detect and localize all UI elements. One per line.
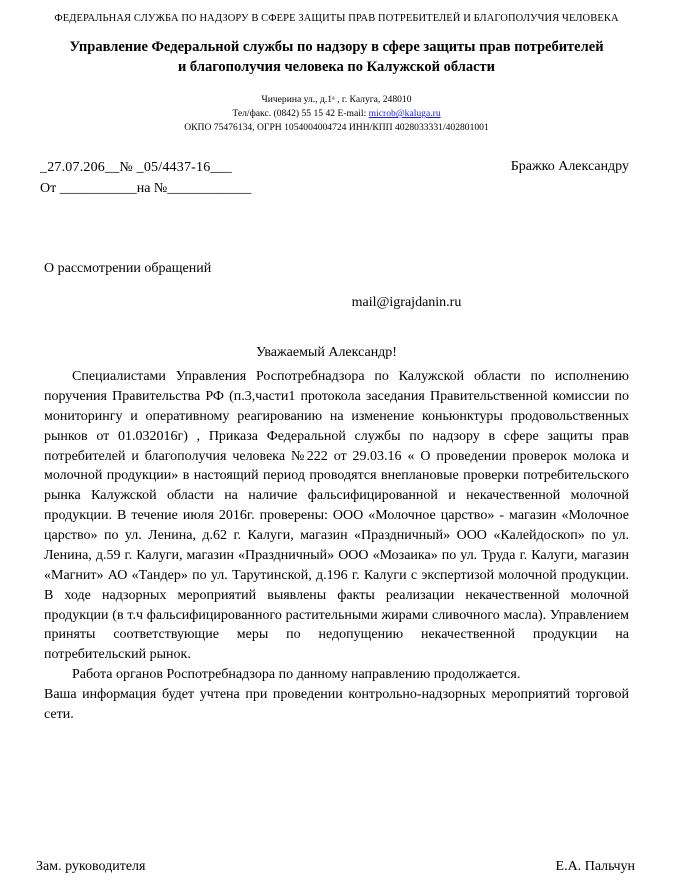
contact-block	[46, 93, 627, 135]
body-paragraph-2: Работа органов Роспотребнадзора по данному направлению продолжается.	[72, 667, 521, 683]
agency-name: ФЕДЕРАЛЬНАЯ СЛУЖБА ПО НАДЗОРУ В СФЕРЕ ЗАЩИТЫ ПРАВ ПОТРЕБИТЕЛЕЙ И БЛАГОПОЛУЧИЯ ЧЕЛОВЕКА	[54, 13, 619, 24]
postal-address: Чичерина ул., д.1ᵃ , г. Калуга, 248010	[261, 94, 412, 106]
salutation: Уважаемый Александр!	[256, 345, 397, 361]
phone-label: Тел/факс. (0842) 55 15 42 E-mail:	[232, 108, 369, 120]
signatory-name: Е.А. Пальчун	[555, 859, 635, 874]
letter-body	[44, 367, 629, 725]
addressee: Бражко Александру	[510, 159, 629, 175]
requisites-block	[0, 157, 673, 209]
signatory-position: Зам. руководителя	[36, 859, 146, 874]
reference-numbers	[40, 157, 251, 199]
incoming-number: От ___________на №____________	[40, 181, 252, 197]
phone-email-line	[46, 107, 627, 121]
body-paragraph-3: Ваша информация будет учтена при проведении контрольно-надзорных мероприятий торговой сети.	[44, 687, 629, 722]
body-paragraph-1: Специалистами Управления Роспотребнадзора по Калужской области по исполнению поручения Правительства РФ (п.3,части1 протокола заседания Правительственной комиссии по мониторингу и оперативному реагированию на изменение коньюнктуры продовольственных рынков от 01.032016г) , Приказа Федеральной службы по надзору в сфере защиты прав потребителей и благополучия человека №222 от 29.03.16 « О проведении проверок молока и молочной продукции» в настоящий период проводятся внеплановые проверки потребительского рынка Калужской области на наличие фальсифицированной и некачественной молочной продукции. В течение июля 2016г. проверены: ООО «Молочное царство» - магазин «Молочное царство» по ул. Ленина, д.62 г. Калуги, магазин «Праздничный» ООО «Калейдоскоп» по ул. Ленина, д.59 г. Калуги, магазин «Праздничный» ООО «Мозаика» по ул. Труда г. Калуги, магазин «Магнит» АО «Тандер» по ул. Тарутинской, д.196 г. Калуги с экспертизой молочной продукции. В ходе надзорных мероприятий выявлены факты реализации некачественной молочной продукции (в т.ч фальсифицированного растительными жирами сливочного масла). Управлением приняты соответствующие меры по недопущению некачественной продукции на потребительский рынок.	[44, 369, 629, 663]
letterhead	[46, 0, 627, 135]
subject-line: О рассмотрении обращений	[44, 261, 212, 277]
registration-codes: ОКПО 75476134, ОГРН 1054004004724 ИНН/КПП 4028033331/402801001	[184, 122, 489, 134]
contact-email: mail@igrajdanin.ru	[351, 295, 462, 311]
organization-title: Управление Федеральной службы по надзору в сфере защиты прав потребителей и благополучия человека по Калужской области	[69, 39, 604, 75]
outgoing-number: _27.07.206__№ _05/4437-16___	[40, 160, 233, 176]
email-link[interactable]: microb@kaluga.ru	[368, 108, 441, 120]
signature-block	[36, 859, 635, 875]
